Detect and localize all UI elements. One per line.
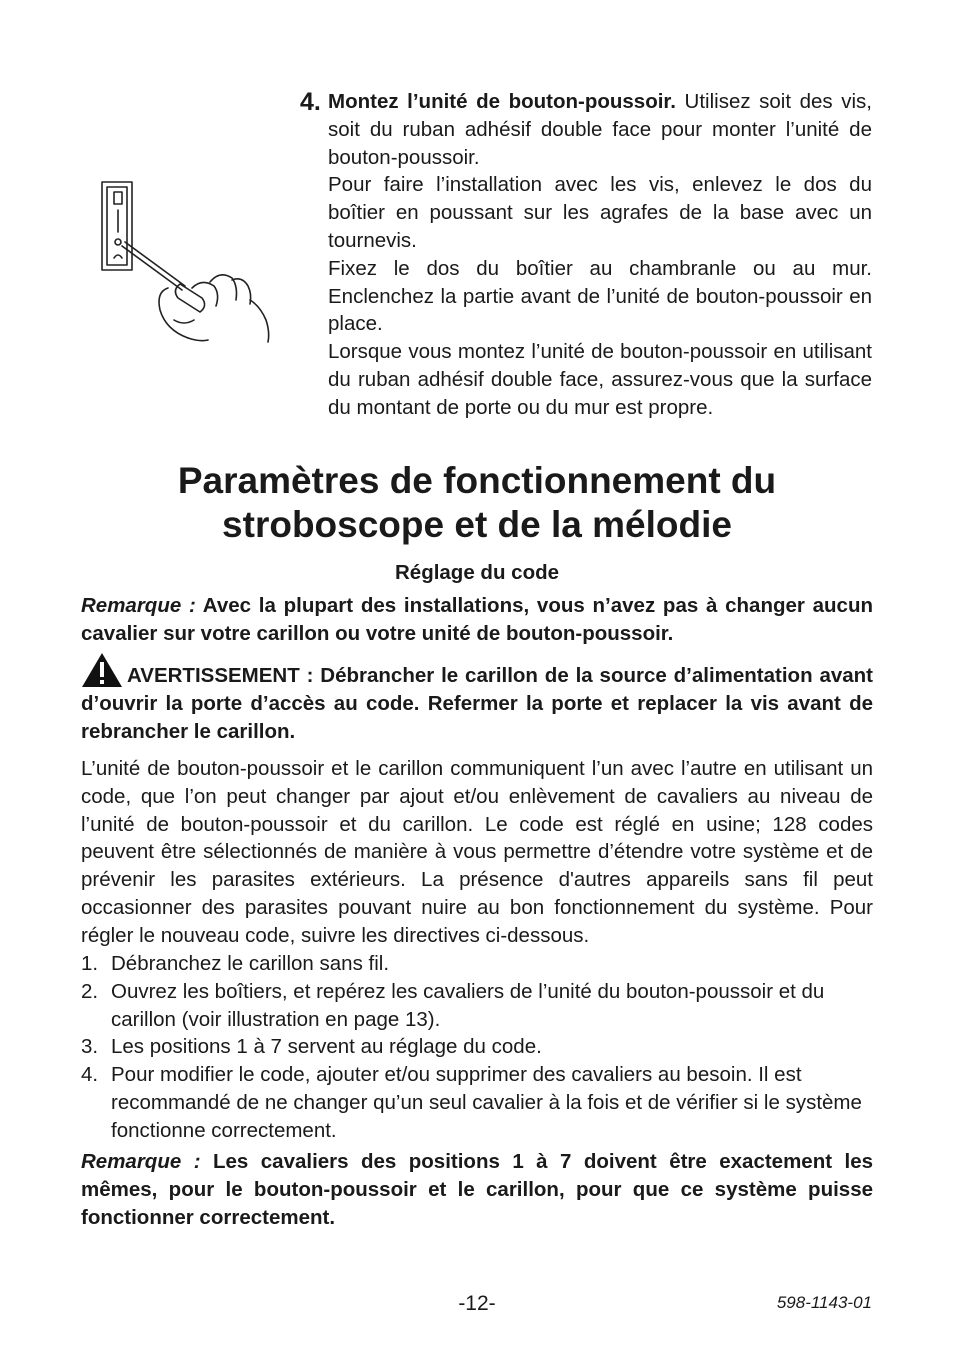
note-1 [81,592,873,648]
list-item-number: 2. [81,979,99,1003]
step-4-paragraph-4: Lorsque vous montez l’unité de bouton-poussoir en utilisant du ruban adhésif double face, assurez-vous que la surface du montant de porte ou du mur est propre. [328,340,872,419]
code-steps-list [81,950,873,1145]
list-item-text: Débranchez le carillon sans fil. [111,952,390,975]
list-item [81,1061,873,1144]
step-4-lead: Montez l’unité de bouton-poussoir. [328,90,676,113]
note-2 [81,1148,873,1231]
step-4-paragraph-2: Pour faire l’installation avec les vis, enlevez le dos du boîtier en poussant sur les agrafes de la base avec un tournevis. [328,173,872,252]
list-item [81,978,873,1034]
list-item [81,1033,873,1061]
list-item-text: Les positions 1 à 7 servent au réglage du code. [111,1035,542,1059]
step-4-paragraph-1 [328,88,872,171]
list-item-text: Pour modifier le code, ajouter et/ou supprimer des cavaliers au besoin. Il est recommandé de ne changer qu’un seul cavalier à la fois et de vérifier si le système fonctionne correctement. [111,1063,862,1142]
step-4-paragraph-3: Fixez le dos du boîtier au chambranle ou au mur. Enclenchez la partie avant de l’unité de bouton-poussoir en place. [328,256,872,336]
section-heading [80,459,874,547]
step-4-mounting [300,88,872,422]
subheading: Réglage du code [394,561,560,584]
page-number: -12- [458,1292,496,1315]
screwdriver-mounting-illustration [90,170,280,350]
list-item [81,950,873,978]
note-1-text: Avec la plupart des installations, vous n’avez pas à changer aucun cavalier sur votre carillon ou votre unité de bouton-poussoir. [81,594,873,645]
warning-block [81,652,873,745]
note-2-label: Remarque : [81,1150,201,1173]
code-paragraph: L’unité de bouton-poussoir et le carillon communiquent l’un avec l’autre en utilisant un code, que l’on peut changer par ajout et/ou enlèvement de cavaliers au niveau de l’unité de bouton-poussoir et du carillon. Le code est réglé en usine; 128 codes peuvent être sélectionnés de manière à vous permettre d’étendre votre système et de prévenir les parasites extérieurs. La présence d'autres appareils sans fil peut occasionner des parasites pouvant nuire au bon fonctionnement du système. Pour régler le nouveau code, suivre les directives ci-dessous. [81,757,873,947]
note-2-text: Les cavaliers des positions 1 à 7 doivent être exactement les mêmes, pour le bouton-poussoir et le carillon, pour que ce système puisse fonctionner correctement. [81,1150,874,1229]
list-item-number: 3. [81,1035,99,1059]
list-item-text: Ouvrez les boîtiers, et repérez les cavaliers de l’unité du bouton-poussoir et du carillon (voir illustration en page 13). [111,979,825,1031]
heading-line-1: Paramètres de fonctionnement du [177,460,777,501]
warning-triangle-icon [81,652,123,688]
step-4-number: 4. [300,88,321,116]
list-item-number: 1. [81,952,99,975]
note-1-label: Remarque : [81,594,196,617]
step-4-text-1: Utilisez soit des vis, soit du ruban adhésif double face pour monter l’unité de bouton-poussoir. [328,90,872,169]
list-item-number: 4. [81,1063,99,1087]
document-number: 598-1143-01 [776,1293,872,1312]
heading-line-2: stroboscope et de la mélodie [222,504,732,545]
warning-text: AVERTISSEMENT : Débrancher le carillon de la source d’alimentation avant d’ouvrir la porte d’accès au code. Refermer la porte et replacer la vis avant de rebrancher le carillon. [81,664,873,743]
